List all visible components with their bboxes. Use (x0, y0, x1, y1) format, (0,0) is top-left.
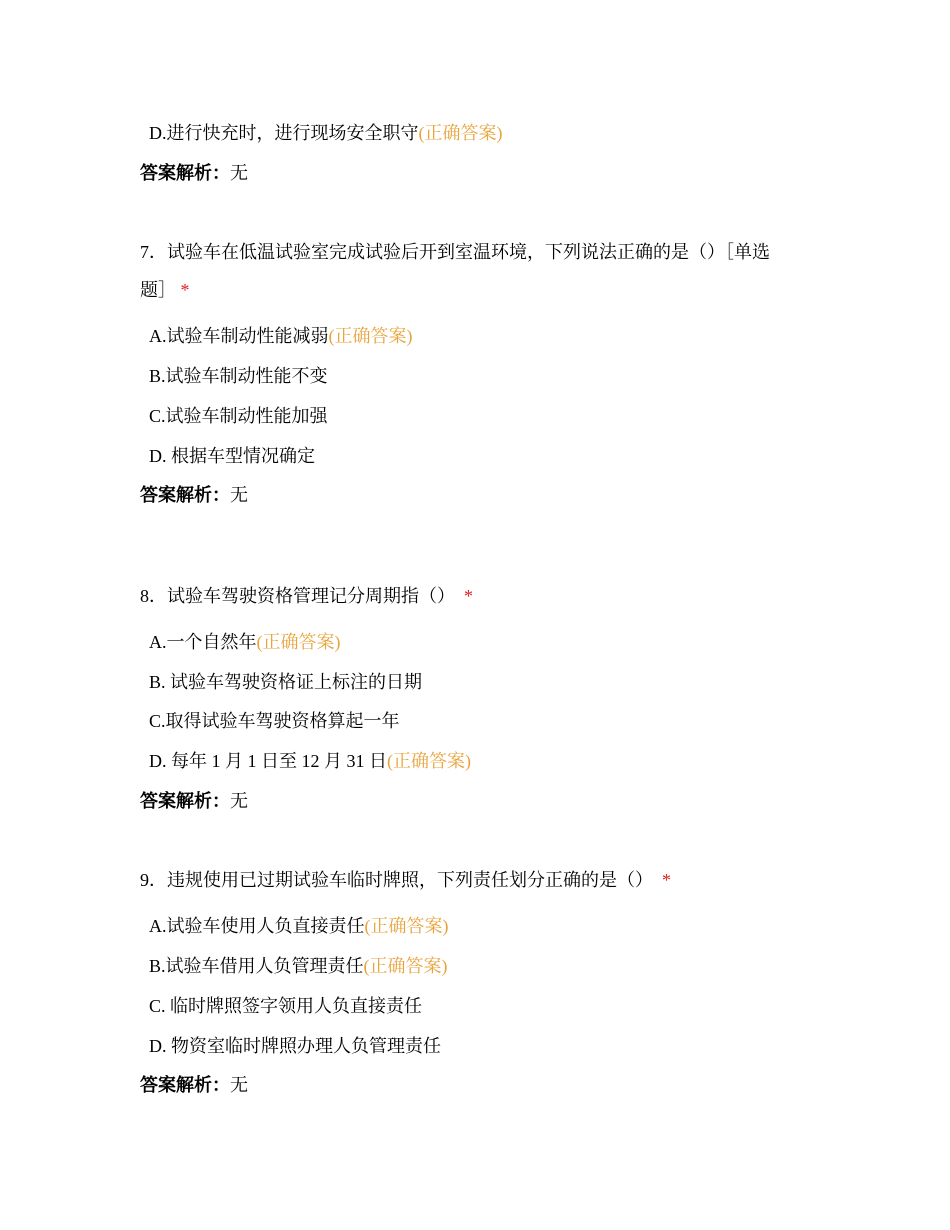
question-8-option-c: C.取得试验车驾驶资格算起一年 (149, 711, 400, 731)
option-text: D.进行快充时，进行现场安全职守 (149, 123, 419, 143)
question-8-title (140, 584, 473, 608)
question-7-title-line2 (140, 278, 190, 302)
question-9-option-c: C. 临时牌照签字领用人负直接责任 (149, 996, 423, 1016)
required-star: * (180, 280, 190, 300)
option-text: D. 每年 1 月 1 日至 12 月 31 日 (149, 751, 387, 771)
correct-answer-tag: (正确答案) (256, 632, 341, 652)
question-7-option-b: B.试验车制动性能不变 (149, 366, 328, 386)
correct-answer-tag: (正确答案) (387, 751, 471, 771)
question-9-option-a (149, 914, 449, 938)
prev-option-d (149, 121, 503, 145)
question-9-text: 9．违规使用已过期试验车临时牌照，下列责任划分正确的是（） (140, 870, 653, 890)
question-7-option-a (149, 324, 413, 348)
question-8-option-d (149, 749, 471, 773)
question-7-option-d: D. 根据车型情况确定 (149, 446, 315, 466)
correct-answer-tag: (正确答案) (363, 956, 448, 976)
question-7-analysis (140, 483, 248, 507)
correct-answer-tag: (正确答案) (418, 123, 503, 143)
required-star: * (662, 870, 671, 890)
analysis-value: 无 (230, 791, 248, 811)
analysis-label: 答案解析： (140, 163, 230, 183)
question-9-analysis (140, 1073, 248, 1097)
question-9-option-d: D. 物资室临时牌照办理人负管理责任 (149, 1036, 441, 1056)
analysis-label: 答案解析： (140, 791, 230, 811)
option-text: A.试验车使用人负直接责任 (149, 916, 365, 936)
option-text: B.试验车借用人负管理责任 (149, 956, 364, 976)
analysis-label: 答案解析： (140, 1075, 230, 1095)
analysis-value: 无 (230, 163, 248, 183)
question-9-option-b (149, 954, 448, 978)
analysis-label: 答案解析： (140, 485, 230, 505)
correct-answer-tag: (正确答案) (364, 916, 449, 936)
required-star: * (464, 586, 473, 606)
question-7-title-line1: 7．试验车在低温试验室完成试验后开到室温环境，下列说法正确的是（）［单选 (140, 242, 770, 262)
question-7-option-c: C.试验车制动性能加强 (149, 406, 328, 426)
question-8-analysis (140, 789, 248, 813)
correct-answer-tag: (正确答案) (328, 326, 413, 346)
option-text: A.一个自然年 (149, 632, 257, 652)
question-9-title (140, 868, 671, 892)
option-text: A.试验车制动性能减弱 (149, 326, 329, 346)
question-8-text: 8．试验车驾驶资格管理记分周期指（） (140, 586, 455, 606)
question-8-option-a (149, 630, 341, 654)
analysis-value: 无 (230, 485, 248, 505)
question-7-title-cont: 题］ (140, 280, 176, 300)
analysis-value: 无 (230, 1075, 248, 1095)
prev-analysis (140, 161, 248, 185)
question-8-option-b: B. 试验车驾驶资格证上标注的日期 (149, 672, 423, 692)
